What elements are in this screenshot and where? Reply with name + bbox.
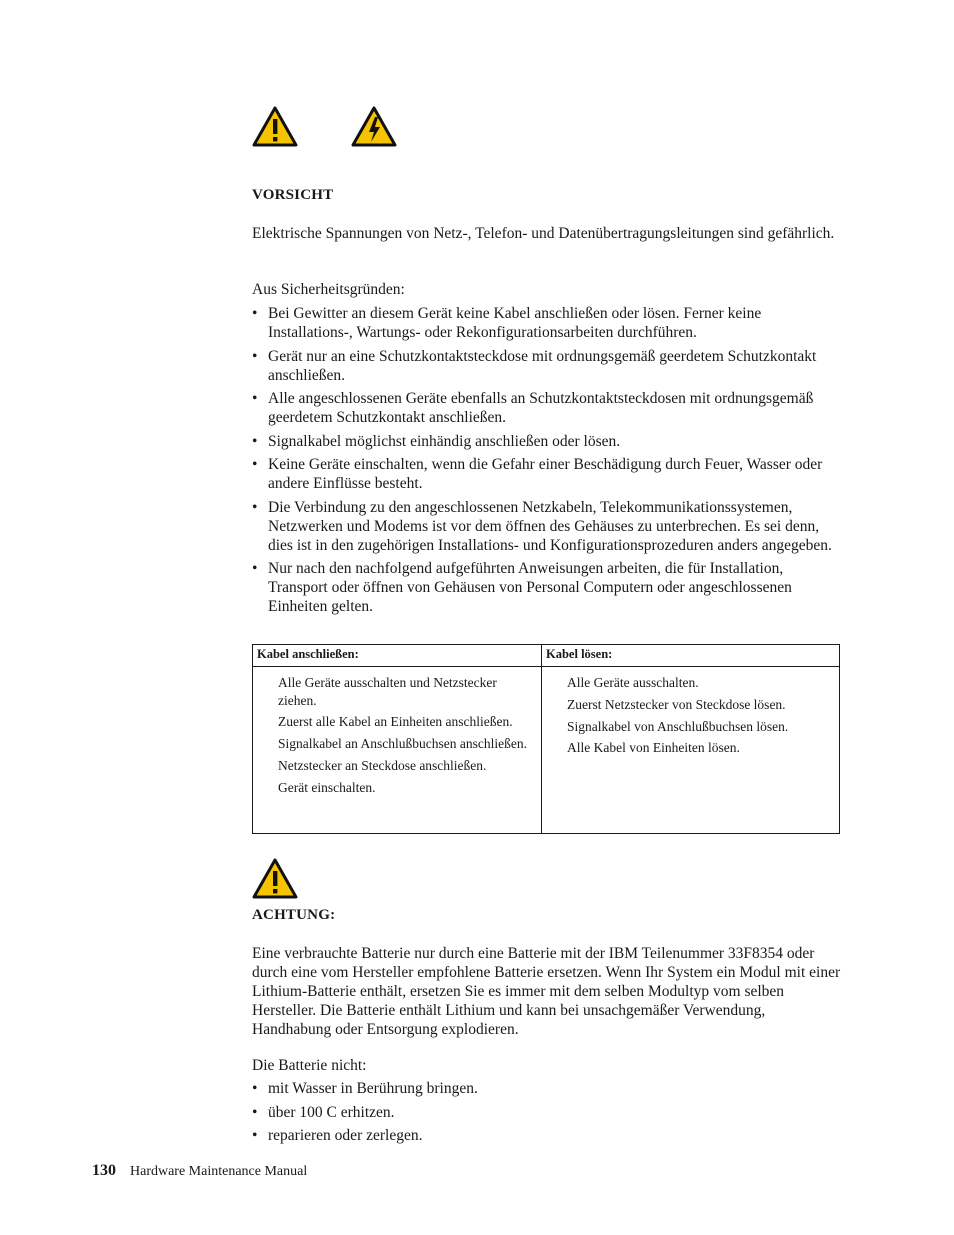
page-footer: [92, 1162, 307, 1180]
list-item: • Nur nach den nachfolgend aufgeführten Anweisungen arbeiten, die für Installation, Transport oder öffnen von Gehäusen von Personal Computern oder angeschlossenen Einheiten gelten.: [252, 560, 792, 615]
connect-step: Zuerst alle Kabel an Einheiten anschließen.: [278, 714, 513, 730]
cable-table: [252, 644, 840, 834]
list-item: • Bei Gewitter an diesem Gerät keine Kabel anschließen oder lösen. Ferner keine Installations-, Wartungs- oder Rekonfigurationsarbeiten durchführen.: [252, 305, 762, 341]
disconnect-steps: [542, 667, 840, 834]
attention-text: Eine verbrauchte Batterie nur durch eine Batterie mit der IBM Teilenummer 33F8354 oder durch eine vom Hersteller empfohlene Batterie ersetzen. Wenn Ihr System ein Modul mit einer Lithium-Batterie enthält, ersetzen Sie es immer mit dem selben Modultyp vom selben Hersteller. Die Batterie enthält Lithium und kann bei unsachgemäßer Verwendung, Handhabung oder Entsorgung explodieren.: [252, 945, 841, 1038]
warning-triangle-icon: [252, 105, 298, 147]
connect-header: Kabel anschließen:: [253, 645, 542, 667]
connect-step: Netzstecker an Steckdose anschließen.: [278, 757, 487, 773]
page-number: 130: [92, 1162, 116, 1179]
disconnect-header: Kabel lösen:: [542, 645, 840, 667]
list-item: • Gerät nur an eine Schutzkontaktsteckdose mit ordnungsgemäß geerdetem Schutzkontakt anschließen.: [252, 347, 817, 384]
list-item: • Die Verbindung zu den angeschlossenen Netzkabeln, Telekommunikationssystemen, Netzwerken und Modems ist vor dem öffnen des Gehäuses zu unterbrechen. Es sei denn, dies ist in den zugehörigen Installations- und Konfigurationsprozeduren anders angegeben.: [252, 498, 832, 554]
connect-steps: [253, 667, 542, 834]
disconnect-step: Alle Geräte ausschalten.: [567, 675, 699, 690]
attention-lead: Die Batterie nicht:: [252, 1057, 367, 1074]
list-item: • mit Wasser in Berührung bringen.: [252, 1080, 478, 1097]
list-item: • Alle angeschlossenen Geräte ebenfalls an Schutzkontaktsteckdosen mit ordnungsgemäß geerdetem Schutzkontakt anschließen.: [252, 390, 814, 426]
connect-step: Gerät einschalten.: [278, 779, 376, 795]
connect-step: Alle Geräte ausschalten und Netzstecker ziehen.: [278, 675, 497, 708]
manual-title: Hardware Maintenance Manual: [130, 1164, 308, 1179]
disconnect-step: Zuerst Netzstecker von Steckdose lösen.: [567, 696, 786, 712]
caution-heading: VORSICHT: [252, 187, 334, 203]
caution-lead: Aus Sicherheitsgründen:: [252, 281, 405, 298]
attention-list: [252, 1079, 842, 1150]
high-voltage-icon: [351, 105, 397, 147]
disconnect-step: Alle Kabel von Einheiten lösen.: [567, 740, 740, 756]
disconnect-step: Signalkabel von Anschlußbuchsen lösen.: [567, 718, 789, 734]
caution-intro: Elektrische Spannungen von Netz-, Telefon- und Datenübertragungsleitungen sind gefährlich.: [252, 225, 835, 242]
list-item: • über 100 C erhitzen.: [252, 1103, 395, 1121]
list-item: • Keine Geräte einschalten, wenn die Gefahr einer Beschädigung durch Feuer, Wasser oder andere Einflüsse besteht.: [252, 456, 823, 492]
warning-triangle-icon: [252, 857, 298, 899]
list-item: • reparieren oder zerlegen.: [252, 1127, 423, 1144]
list-item: • Signalkabel möglichst einhändig anschließen oder lösen.: [252, 432, 621, 450]
connect-step: Signalkabel an Anschlußbuchsen anschließen.: [278, 736, 527, 752]
caution-list: [252, 304, 842, 621]
attention-heading: ACHTUNG:: [252, 907, 336, 923]
